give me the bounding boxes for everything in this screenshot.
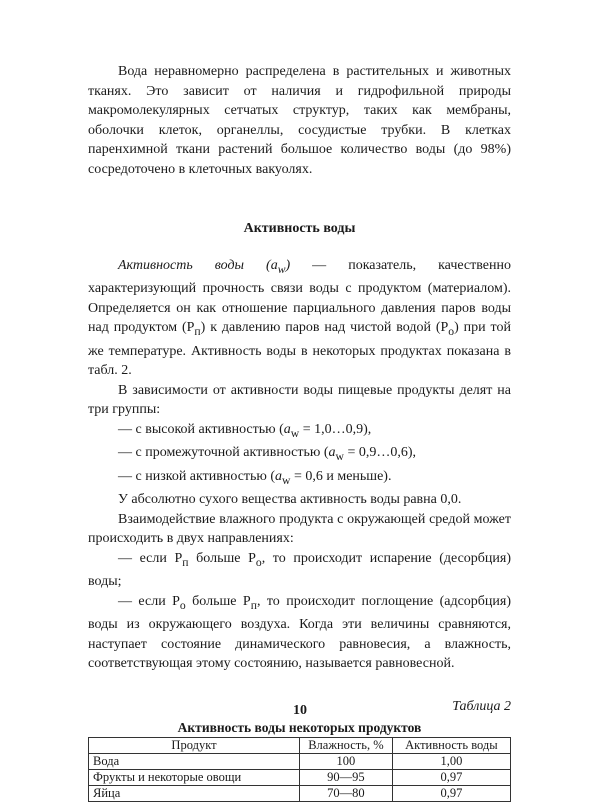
table-cell: 0,97	[392, 786, 510, 802]
section-heading: Активность воды	[243, 220, 356, 236]
table-row	[89, 754, 511, 770]
table-cell: 0,97	[392, 770, 510, 786]
table-row	[89, 786, 511, 802]
document-page	[88, 62, 511, 802]
table-cell: 90—95	[300, 770, 393, 786]
interaction-paragraph: Взаимодействие влажного продукта с окружающей средой может происходить в двух направлениях:	[88, 511, 511, 547]
group-item-high: — с высокой активностью ($a_w$ = 1,0…0,9),	[118, 421, 372, 440]
table-cell: 1,00	[392, 754, 510, 770]
table-cell: Фрукты и некоторые овощи	[89, 770, 300, 786]
groups-intro: В зависимости от активности воды пищевые продукты делят на три группы:	[88, 382, 511, 418]
table-cell: Вода	[89, 754, 300, 770]
definition-paragraph: Активность воды $(a_w)$ — показатель, качественно характеризующий прочность связи воды с продуктом (материалом). Определяется он как отношение парциального давления паров воды над продуктом $(Р_п)$ к давлению паров над чистой водой $(Р_о)$ при той же температуре. Активность воды в некоторых продуктах показана в табл. 2.	[88, 257, 511, 379]
definition-term: Активность воды	[118, 257, 245, 273]
intro-paragraph: Вода неравномерно распределена в растительных и животных тканях. Это зависит от наличия и гидрофильной природы макромолекулярных сетчатых структур, таких как мембраны, оболочки клеток, органеллы, сосудистые трубки. В клетках паренхимной ткани растений большое количество воды (до 98%) сосредоточено в клеточных вакуолях.	[88, 64, 511, 177]
case-adsorption: — если $Р_о$ больше $Р_п$, то происходит поглощение (адсорбция) воды из окружающего воздуха. Когда эти величины сравняются, наступает состояние динамического равновесия, а влажность, соответствующая этому состоянию, называется равновесной.	[88, 593, 512, 672]
group-item-intermediate: — с промежуточной активностью ($a_w$ = 0,9…0,6),	[118, 445, 416, 464]
aw-symbol: $(a_w)$	[244, 257, 291, 276]
water-activity-table	[88, 737, 511, 802]
column-header: Активность воды	[392, 738, 510, 754]
table-cell: 70—80	[300, 786, 393, 802]
table-cell: 100	[300, 754, 393, 770]
case-desorption: — если $Р_п$ больше $Р_о$, то происходит испарение (десорбция) воды;	[88, 550, 511, 590]
column-header: Влажность, %	[300, 738, 393, 754]
group-item-low: — с низкой активностью ($a_w = 0,6$ и меньше).	[118, 468, 392, 487]
dry-substance-note: У абсолютно сухого вещества активность воды равна 0,0.	[118, 492, 462, 508]
page-number: 10	[293, 703, 307, 718]
table-row	[89, 770, 511, 786]
table-cell: Яйца	[89, 786, 300, 802]
column-header: Продукт	[89, 738, 300, 754]
table-caption: Таблица 2	[452, 699, 511, 715]
table-title: Активность воды некоторых продуктов	[177, 720, 422, 736]
table-header-row	[89, 738, 511, 754]
